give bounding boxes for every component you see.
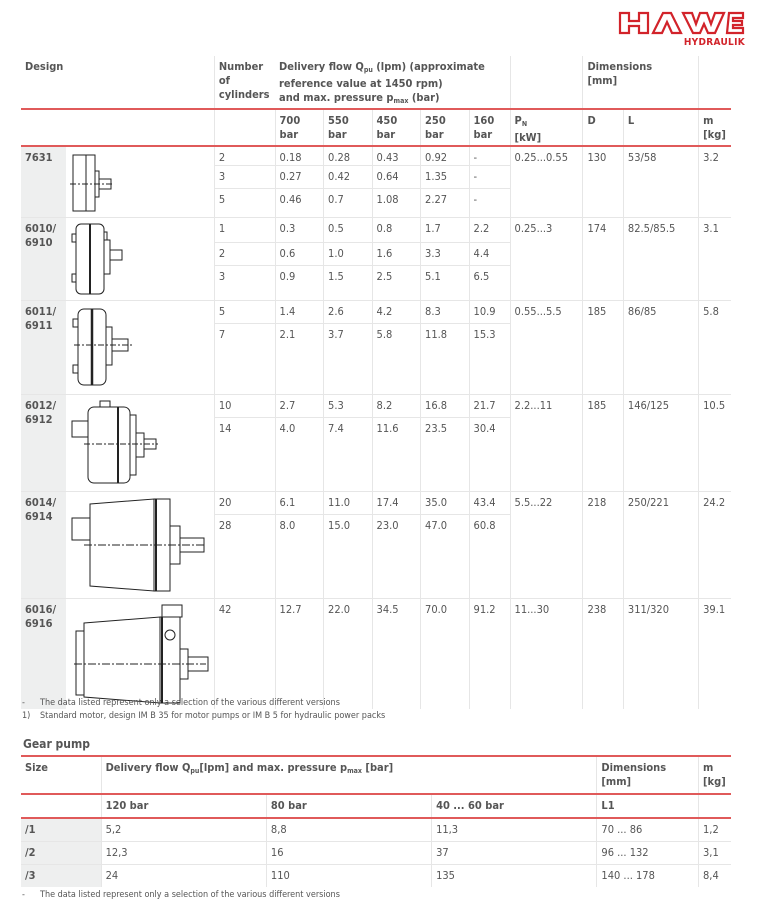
header-m: m [kg] [699, 756, 731, 794]
dimensions-label: Dimensions [587, 60, 653, 73]
cell-d: 185 [583, 395, 623, 492]
cell: 8.0 [275, 515, 324, 599]
cell: 12,3 [101, 842, 266, 865]
pump-drawing-7631 [66, 146, 215, 218]
cell-l: 250/221 [623, 492, 698, 599]
cell-size: /1 [21, 818, 101, 842]
cell: 15.0 [324, 515, 373, 599]
cell: 2.1 [275, 324, 324, 395]
table-subheader-row [21, 109, 731, 146]
cell: 35.0 [421, 492, 470, 515]
cell: 1.0 [324, 243, 373, 266]
cell: 0.8 [372, 218, 421, 243]
cell: 70 ... 86 [597, 818, 699, 842]
cell: 16 [266, 842, 431, 865]
header-design: Design [25, 60, 64, 73]
cell: 14 [214, 418, 275, 492]
cell: 135 [432, 865, 597, 888]
header-delivery-flow [275, 56, 510, 109]
flow-label-b: (lpm) (approximate [372, 60, 485, 73]
cell: 3,1 [699, 842, 731, 865]
header-delivery-flow: Delivery flow Qpu[lpm] and max. pressure pmax [bar] [101, 756, 597, 794]
cell: 6.5 [469, 266, 510, 301]
cell: 21.7 [469, 395, 510, 418]
cell: 0.46 [275, 189, 324, 218]
design-code: 6010/ 6910 [21, 218, 66, 301]
subheader-80bar: 80 bar [266, 794, 431, 818]
pump-drawing-6012 [66, 395, 215, 492]
cell: 37 [432, 842, 597, 865]
cell-d: 130 [583, 146, 623, 218]
cell-pn: 5.5...22 [510, 492, 583, 599]
cell: 0.27 [275, 166, 324, 189]
cell: 47.0 [421, 515, 470, 599]
cell: 2 [214, 243, 275, 266]
cell: 30.4 [469, 418, 510, 492]
cell: 5.1 [421, 266, 470, 301]
cell: 3 [214, 166, 275, 189]
cell: 140 ... 178 [597, 865, 699, 888]
cell: 0.6 [275, 243, 324, 266]
cell: 8,4 [699, 865, 731, 888]
cell-d: 185 [583, 301, 623, 395]
pump-drawing-6010 [66, 218, 215, 301]
cell-m: 24.2 [699, 492, 731, 599]
cell-pn: 11...30 [510, 599, 583, 710]
design-code: 6014/ 6914 [21, 492, 66, 599]
table-row [21, 395, 731, 418]
cell: 0.92 [421, 146, 470, 166]
cell: 0.43 [372, 146, 421, 166]
cell-pn: 2.2...11 [510, 395, 583, 492]
cell-d: 238 [583, 599, 623, 710]
cell-m: 39.1 [699, 599, 731, 710]
cell: 11.0 [324, 492, 373, 515]
cell: 4.0 [275, 418, 324, 492]
cell: 5 [214, 189, 275, 218]
table-row [21, 818, 731, 842]
cell-l: 82.5/85.5 [623, 218, 698, 301]
subheader-m: m [kg] [699, 109, 731, 146]
cell: 0.5 [324, 218, 373, 243]
header-dimensions [583, 56, 699, 109]
cell: 2 [214, 146, 275, 166]
cell-d: 218 [583, 492, 623, 599]
table-row [21, 218, 731, 243]
cell: 8.2 [372, 395, 421, 418]
cell: 34.5 [372, 599, 421, 710]
cell: 8.3 [421, 301, 470, 324]
subheader-160bar: 160 bar [469, 109, 510, 146]
cell-pn: 0.55...5.5 [510, 301, 583, 395]
cell: 42 [214, 599, 275, 710]
logo-subtitle: HYDRAULIK [683, 37, 745, 48]
cell-size: /3 [21, 865, 101, 888]
subheader-l1: L1 [597, 794, 699, 818]
motor-pump-table [21, 56, 731, 709]
cell: 0.3 [275, 218, 324, 243]
cell: 4.2 [372, 301, 421, 324]
table-row [21, 599, 731, 710]
cell: 8,8 [266, 818, 431, 842]
cell: 2.27 [421, 189, 470, 218]
subheader-l: L [623, 109, 698, 146]
design-code: 6011/ 6911 [21, 301, 66, 395]
pump-6016-icon [70, 603, 210, 705]
subheader-550bar: 550 bar [324, 109, 373, 146]
cell: 60.8 [469, 515, 510, 599]
cell: 2.6 [324, 301, 373, 324]
pump-drawing-6016 [66, 599, 215, 710]
flow-label-3: and max. pressure p [279, 91, 394, 104]
footnote-dash: - The data listed represent only a selection of the various different versions [22, 698, 340, 708]
cell: 91.2 [469, 599, 510, 710]
table-row [21, 865, 731, 888]
footnote-dash-2: - The data listed represent only a selection of the various different versions [22, 890, 340, 900]
header-size: Size [25, 761, 48, 774]
table-row [21, 301, 731, 324]
cell: 11,3 [432, 818, 597, 842]
cell-m: 5.8 [699, 301, 731, 395]
cell: 0.18 [275, 146, 324, 166]
cell-d: 174 [583, 218, 623, 301]
cell-size: /2 [21, 842, 101, 865]
cell-pn: 0.25...3 [510, 218, 583, 301]
footnote-1: 1) Standard motor, design IM B 35 for motor pumps or IM B 5 for hydraulic power packs [22, 711, 386, 721]
cell: 3 [214, 266, 275, 301]
cell-l: 53/58 [623, 146, 698, 218]
pump-drawing-6014 [66, 492, 215, 599]
cell: 17.4 [372, 492, 421, 515]
cell-l: 311/320 [623, 599, 698, 710]
cell: 96 ... 132 [597, 842, 699, 865]
flow-label-3b: (bar) [408, 91, 440, 104]
cell: 4.4 [469, 243, 510, 266]
cell: 110 [266, 865, 431, 888]
cell: 16.8 [421, 395, 470, 418]
flow-label: Delivery flow Q [279, 60, 364, 73]
cell: 2.2 [469, 218, 510, 243]
cell: 0.7 [324, 189, 373, 218]
table-subheader-row [21, 794, 731, 818]
table-row [21, 842, 731, 865]
cell: 6.1 [275, 492, 324, 515]
cell: 1.6 [372, 243, 421, 266]
cell: 70.0 [421, 599, 470, 710]
cell: 2.7 [275, 395, 324, 418]
cell: 23.0 [372, 515, 421, 599]
cell-m: 10.5 [699, 395, 731, 492]
cell: 5 [214, 301, 275, 324]
cell: 2.5 [372, 266, 421, 301]
cell: 3.3 [421, 243, 470, 266]
header-dimensions: Dimensions [mm] [597, 756, 699, 794]
pump-6014-icon [70, 496, 210, 594]
pump-drawing-6011 [66, 301, 215, 395]
gear-pump-heading: Gear pump [23, 737, 90, 751]
hawe-logo [610, 10, 745, 48]
cell: 1.7 [421, 218, 470, 243]
pump-6011-icon [70, 305, 140, 389]
cell: 43.4 [469, 492, 510, 515]
cell: 15.3 [469, 324, 510, 395]
dimensions-unit: [mm] [587, 74, 618, 87]
pump-6010-icon [70, 222, 130, 296]
cell: 24 [101, 865, 266, 888]
cell: 1.4 [275, 301, 324, 324]
gear-pump-table [21, 755, 731, 887]
cell: - [469, 189, 510, 218]
cell: 5.8 [372, 324, 421, 395]
cell: 5,2 [101, 818, 266, 842]
design-code: 7631 [21, 146, 66, 218]
design-code: 6016/ 6916 [21, 599, 66, 710]
cell-l: 146/125 [623, 395, 698, 492]
subheader-250bar: 250 bar [421, 109, 470, 146]
table-row [21, 492, 731, 515]
subheader-40-60bar: 40 ... 60 bar [432, 794, 597, 818]
table-row [21, 146, 731, 166]
cell: 0.9 [275, 266, 324, 301]
subheader-700bar: 700 bar [275, 109, 324, 146]
cell: 10.9 [469, 301, 510, 324]
design-code: 6012/ 6912 [21, 395, 66, 492]
flow-sub-2: max [393, 97, 409, 105]
cell: 7 [214, 324, 275, 395]
cell: 10 [214, 395, 275, 418]
cell: 1 [214, 218, 275, 243]
hawe-logo-icon [617, 10, 745, 36]
pump-6012-icon [70, 399, 160, 487]
cell-m: 3.2 [699, 146, 731, 218]
subheader-450bar: 450 bar [372, 109, 421, 146]
cell: 28 [214, 515, 275, 599]
subheader-pn: PN [kW] [510, 109, 583, 146]
subheader-120bar: 120 bar [101, 794, 266, 818]
table-header-row [21, 56, 731, 109]
cell-l: 86/85 [623, 301, 698, 395]
cell: 1.35 [421, 166, 470, 189]
flow-label-2: reference value at 1450 rpm) [279, 77, 443, 90]
header-blank-m [699, 56, 731, 109]
cell: 11.6 [372, 418, 421, 492]
cell: 1.5 [324, 266, 373, 301]
header-cylinders: Number of cylinders [214, 56, 275, 109]
cell: 3.7 [324, 324, 373, 395]
cell: 23.5 [421, 418, 470, 492]
pump-7631-icon [70, 151, 130, 213]
cell: 1.08 [372, 189, 421, 218]
cell: - [469, 166, 510, 189]
cell-pn: 0.25...0.55 [510, 146, 583, 218]
cell: 5.3 [324, 395, 373, 418]
cell: 1,2 [699, 818, 731, 842]
cell: 12.7 [275, 599, 324, 710]
table-header-row [21, 756, 731, 794]
header-blank [510, 56, 583, 109]
cell: - [469, 146, 510, 166]
flow-sub: pu [363, 66, 373, 74]
cell: 0.64 [372, 166, 421, 189]
cell-m: 3.1 [699, 218, 731, 301]
cell: 22.0 [324, 599, 373, 710]
cell: 0.42 [324, 166, 373, 189]
cell: 11.8 [421, 324, 470, 395]
cell: 0.28 [324, 146, 373, 166]
cell: 20 [214, 492, 275, 515]
cell: 7.4 [324, 418, 373, 492]
subheader-d: D [583, 109, 623, 146]
